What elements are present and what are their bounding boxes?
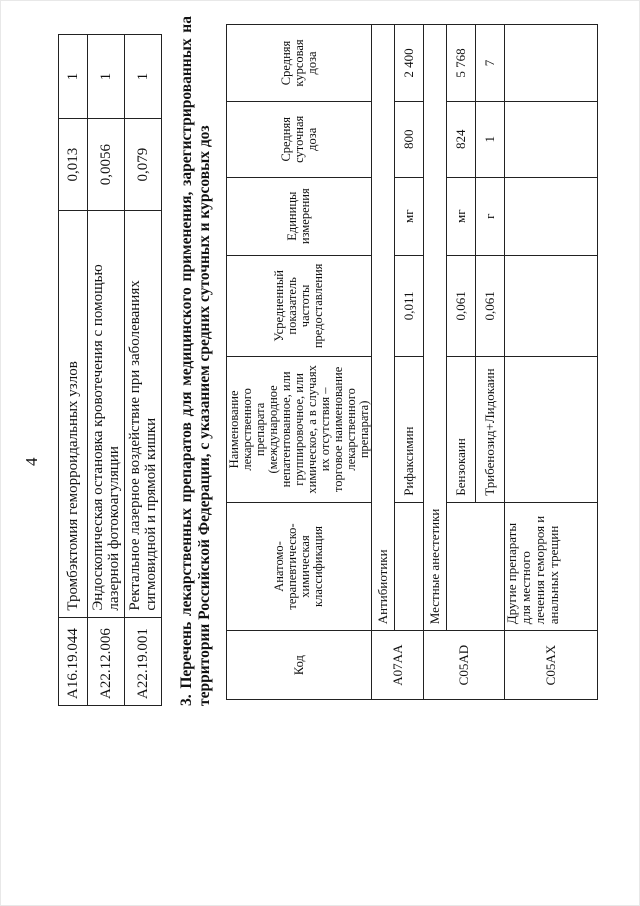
services-table [58,34,162,706]
service-name: Ректальное лазерное воздействие при заболеваниях сигмовидной и прямой кишки [125,211,162,618]
drug-daily-dose: 1 [476,101,505,177]
drug-frequency: 0,011 [395,255,424,356]
group-code: A07AA [372,631,424,700]
header-row [227,25,372,700]
drug-course-dose: 7 [476,25,505,102]
service-multiplicity: 1 [88,35,125,119]
service-frequency: 0,079 [125,119,162,211]
table-row [88,35,125,706]
empty-cell [505,101,598,177]
group-row [372,25,395,700]
drug-daily-dose: 824 [447,101,476,177]
drug-frequency: 0,061 [447,255,476,356]
header-unit: Единицы измерения [227,177,372,255]
header-course-dose: Средняя курсовая доза [227,25,372,102]
header-daily-dose: Средняя суточная доза [227,101,372,177]
group-atc: Местные анестетики [424,25,447,631]
group-code: C05AX [505,631,598,700]
service-frequency: 0,0056 [88,119,125,211]
header-atc: Анатомо-терапевтическо-химическая классификация [227,502,372,630]
empty-cell [505,357,598,503]
service-multiplicity: 1 [125,35,162,119]
drug-unit: мг [447,177,476,255]
section-heading: 3. Перечень лекарственных препаратов для медицинского применения, зарегистрированных на территории Российской Федерации, с указанием средних суточных и курсовых доз [178,16,213,706]
table-row [59,35,88,706]
service-multiplicity: 1 [59,35,88,119]
empty-cell [395,502,424,630]
service-code: A22.12.006 [88,617,125,705]
drug-unit: г [476,177,505,255]
page-number: 4 [22,457,41,466]
empty-cell [447,502,505,630]
table-row [125,35,162,706]
service-name: Эндоскопическая остановка кровотечения с помощью лазерной фотокоагуляции [88,211,125,618]
service-name: Тромбэктомия геморроидальных узлов [59,211,88,618]
drug-row [395,25,424,700]
group-code: C05AD [424,631,505,700]
drug-name: Рифаксимин [395,357,424,503]
group-atc: Другие препараты для местного лечения геморроя и анальных трещин [505,502,598,630]
service-frequency: 0,013 [59,119,88,211]
drug-name: Бензокаин [447,357,476,503]
service-code: A16.19.044 [59,617,88,705]
drug-daily-dose: 800 [395,101,424,177]
group-row [505,25,598,700]
header-code: Код [227,631,372,700]
drug-frequency: 0,061 [476,255,505,356]
group-atc: Антибиотики [372,25,395,631]
empty-cell [505,255,598,356]
service-code: A22.19.001 [125,617,162,705]
header-frequency: Усредненный показатель частоты предоставления [227,255,372,356]
drug-course-dose: 5 768 [447,25,476,102]
group-row [424,25,447,700]
drugs-table [226,24,598,700]
drug-name: Трибенозид+Лидокаин [476,357,505,503]
drug-unit: мг [395,177,424,255]
drug-row [447,25,476,700]
drug-course-dose: 2 400 [395,25,424,102]
empty-cell [505,25,598,102]
header-drug-name: Наименование лекарственного препарата (международное непатентованное, или группировочное, или химическое, а в случаях их отсутствия – торговое наименование лекарственного препарата) [227,357,372,503]
empty-cell [505,177,598,255]
